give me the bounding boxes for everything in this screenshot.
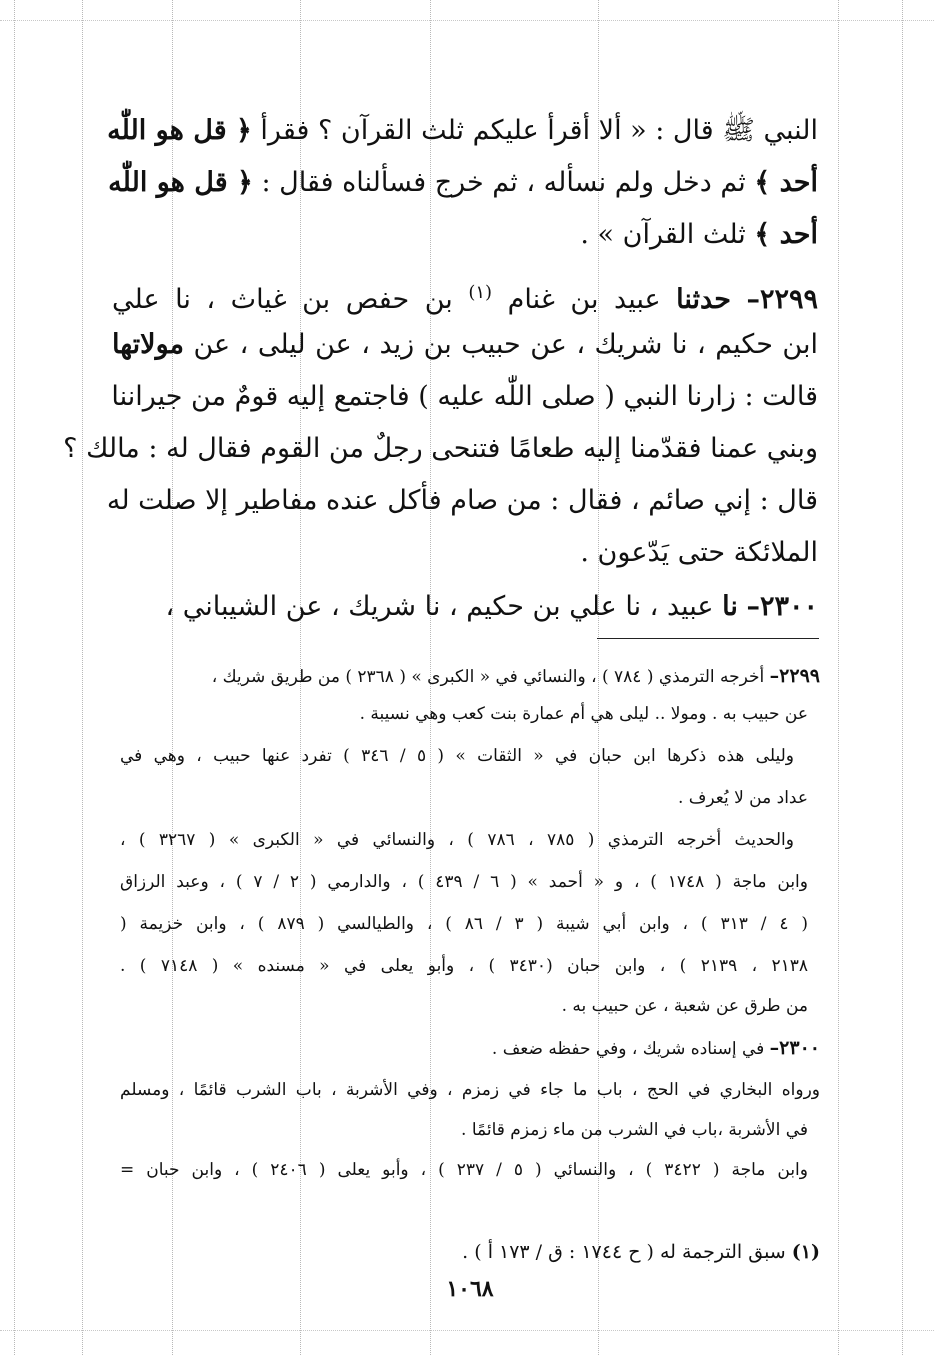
footnote-line: وابن ماجة ( ١٧٤٨ ) ، و « أحمد » ( ٦ / ٤٣٩ ) ، والدارمي ( ٢ / ٧ ) ، وعبد الرزاق [120,872,808,892]
footnote-line: عن حبيب به . ومولا .. ليلى هي أم عمارة بنت كعب وهي نسيبة . [359,704,808,724]
footnote-line: والحديث أخرجه الترمذي ( ٧٨٥ ، ٧٨٦ ) ، والنسائي في « الكبرى » ( ٣٢٦٧ ) ، [120,830,794,850]
hadith-number: ٢٢٩٩– [746,284,819,315]
footnote-line: في الأشربة ،باب في الشرب من ماء زمزم قائمًا . [461,1120,808,1140]
translator-footnote: (١) سبق الترجمة له ( ح ١٧٤٤ : ق / ١٧٣ أ ) . [462,1241,820,1263]
scan-guide-line [82,0,83,1355]
footnote-2299: ٢٢٩٩– أخرجه الترمذي ( ٧٨٤ ) ، والنسائي في « الكبرى » ( ٢٣٦٨ ) من طريق شريك ، [211,665,820,687]
hadith-2299-heading: ٢٢٩٩– حدثنا عبيد بن غنام $^{(١)}$ بن حفص بن غياث ، نا علي [112,282,819,315]
footnote-line: ورواه البخاري في الحج ، باب ما جاء في زمزم ، وفي الأشربة ، باب الشرب قائمًا ، ومسلم [120,1080,820,1100]
scan-guide-line [0,20,934,21]
scan-guide-line [902,0,903,1355]
scan-guide-line [838,0,839,1355]
scan-guide-line [0,1330,934,1331]
page-number: ١٠٦٨ [446,1276,494,1302]
footnote-line: ( ٤ / ٣١٣ ) ، وابن أبي شيبة ( ٣ / ٨٦ ) ، والطيالسي ( ٨٧٩ ) ، وابن خزيمة ( [120,914,808,934]
scan-guide-line [14,0,15,1355]
main-text-line: أحد ﴾ ثلث القرآن » . [580,219,818,250]
footnote-2300: ٢٣٠٠– في إسناده شريك ، وفي حفظه ضعف . [491,1037,820,1059]
footnote-ref: (١) [468,282,493,303]
main-text-line: وبني عمنا فقدّمنا إليه طعامًا فتنحى رجلٌ من القوم فقال له : مالك ؟ [63,433,818,464]
main-text-line: قالت : زارنا النبي ( صلى اللّٰه عليه ) فاجتمع إليه قومٌ من جيراننا [111,381,818,412]
footnote-line: من طرق عن شعبة ، عن حبيب به . [561,996,808,1016]
main-text-line: قال : إني صائم ، فقال : من صام فأكل عنده مفاطير إلا صلت له [106,485,818,516]
footnote-separator [597,638,819,639]
footnote-line: وابن ماجة ( ٣٤٢٢ ) ، والنسائي ( ٥ / ٢٣٧ ) ، وأبو يعلى ( ٢٤٠٦ ) ، وابن حبان = [120,1160,808,1180]
hadith-2300-heading: ٢٣٠٠– نا عبيد ، نا علي بن حكيم ، نا شريك ، عن الشيباني ، [165,591,818,622]
main-text-line: النبي ﷺ قال : « ألا أقرأ عليكم ثلث القرآن ؟ فقرأ ﴿ قل هو اللّٰه [107,115,818,146]
hadith-number: ٢٣٠٠– [746,591,818,622]
main-text-line: أحد ﴾ ثم دخل ولم نسأله ، ثم خرج فسألناه فقال : ﴿ قل هو اللّٰه [108,167,818,198]
footnote-line: عداد من لا يُعرف . [677,788,808,808]
footnote-line: ٢١٣٨ ، ٢١٣٩ ) ، وابن حبان (٣٤٣٠ ) ، وأبو يعلى في « مسنده » ( ٧١٤٨ ) . [120,956,809,976]
main-text-line: ابن حكيم ، نا شريك ، عن حبيب بن زيد ، عن ليلى ، عن مولاتها [112,329,818,360]
main-text-line: الملائكة حتى يَدّعون . [580,537,818,568]
footnote-line: وليلى هذه ذكرها ابن حبان في « الثقات » ( ٥ / ٣٤٦ ) تفرد عنها حبيب ، وهي في [120,746,794,766]
